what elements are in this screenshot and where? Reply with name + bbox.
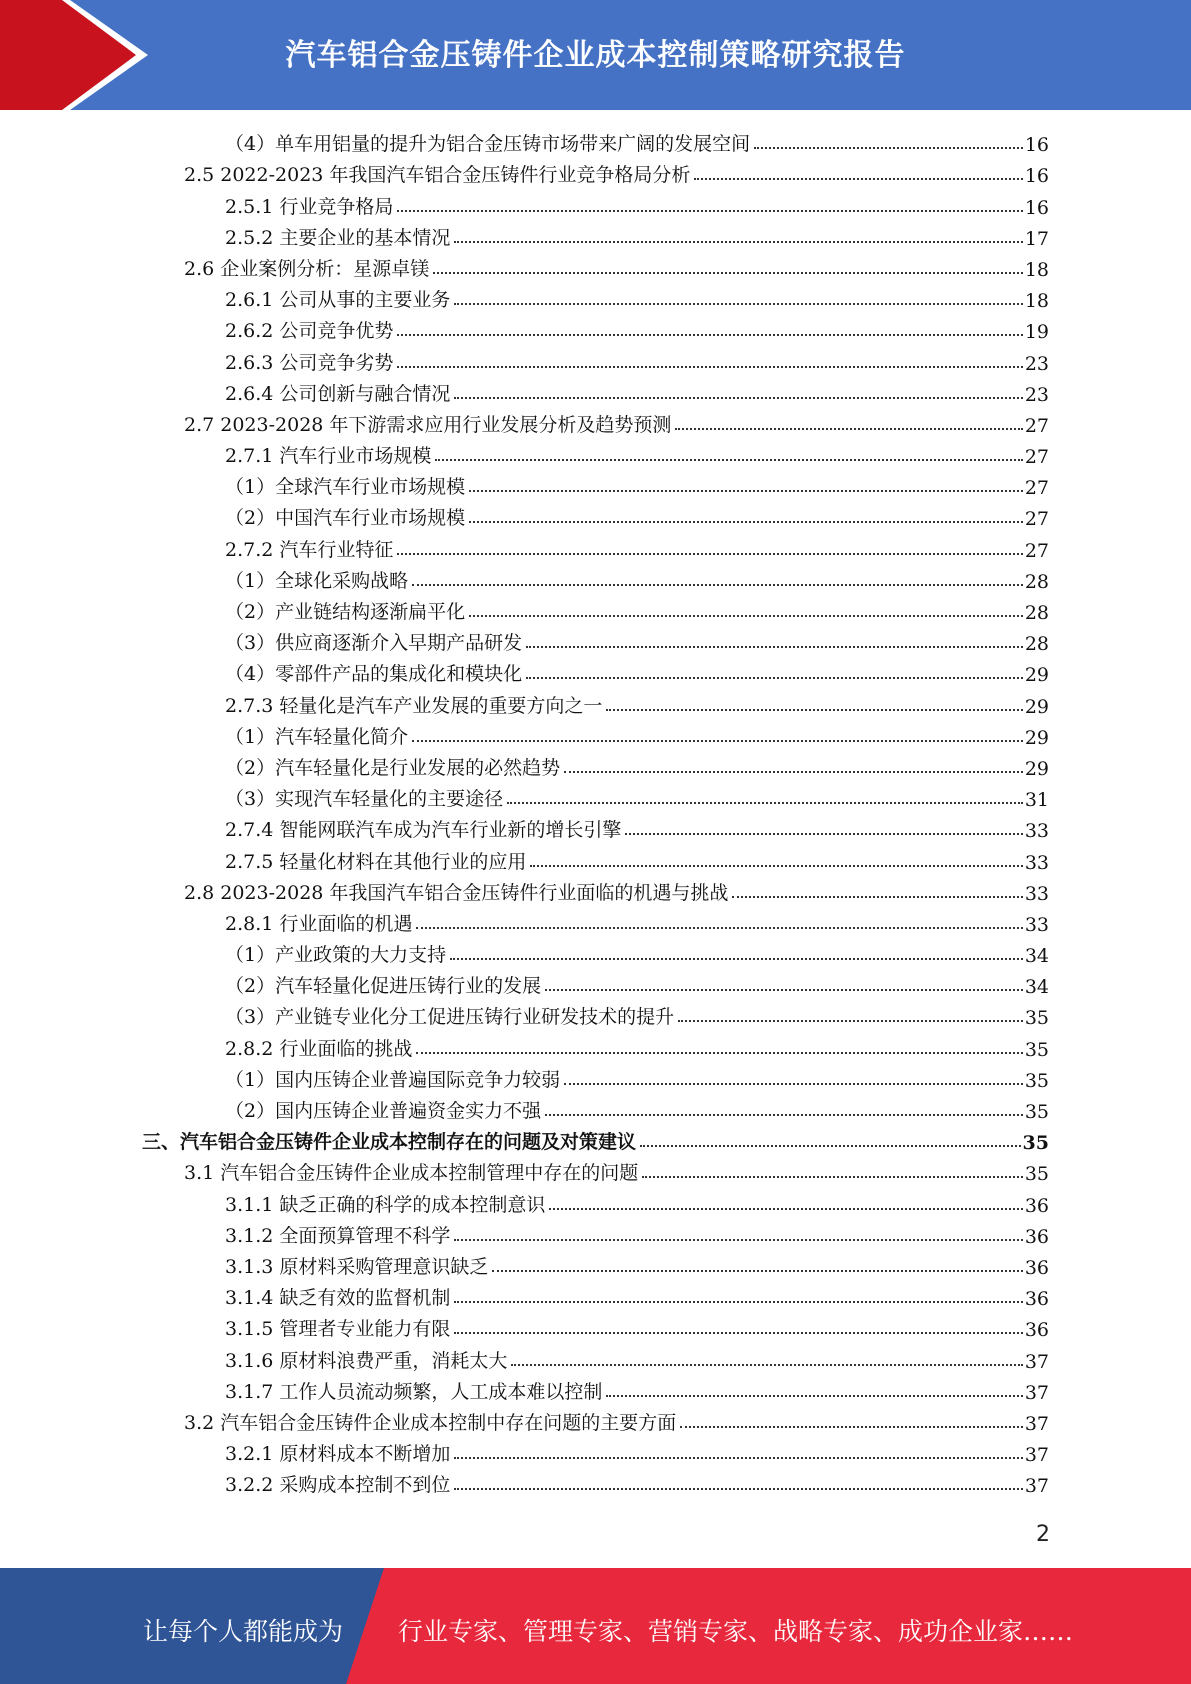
- toc-entry[interactable]: [0, 593, 1049, 624]
- toc-entry-title: 3.1.4 缺乏有效的监督机制: [225, 1287, 451, 1310]
- toc-entry-page: 28: [1024, 570, 1049, 593]
- toc-entry-page: 36: [1024, 1225, 1049, 1248]
- toc-entry-page: 34: [1024, 945, 1049, 968]
- toc-leader-dots: [412, 584, 1023, 586]
- toc-entry-page: 36: [1024, 1194, 1049, 1217]
- toc-entry[interactable]: [0, 343, 1049, 374]
- toc-entry-title: （1）产业政策的大力支持: [225, 944, 447, 967]
- toc-leader-dots: [675, 428, 1022, 430]
- toc-leader-dots: [549, 1208, 1022, 1210]
- toc-leader-dots: [469, 521, 1023, 523]
- toc-leader-dots: [564, 1083, 1023, 1085]
- toc-leader-dots: [606, 1395, 1022, 1397]
- toc-entry[interactable]: [0, 780, 1049, 811]
- toc-entry-title: 2.7.5 轻量化材料在其他行业的应用: [225, 850, 527, 873]
- toc-entry-page: 18: [1024, 258, 1049, 281]
- toc-leader-dots: [397, 553, 1022, 555]
- toc-entry-title: 2.6.4 公司创新与融合情况: [225, 382, 451, 405]
- toc-leader-dots: [564, 771, 1023, 773]
- toc-entry-title: 2.6.3 公司竞争劣势: [225, 351, 394, 374]
- toc-entry-page: 37: [1024, 1381, 1049, 1404]
- toc-entry-title: （2）汽车轻量化是行业发展的必然趋势: [225, 756, 561, 779]
- toc-entry-title: （1）汽车轻量化简介: [225, 725, 409, 748]
- toc-leader-dots: [454, 1332, 1022, 1334]
- toc-entry[interactable]: [0, 1466, 1049, 1497]
- toc-leader-dots: [545, 989, 1023, 991]
- toc-leader-dots: [680, 1426, 1023, 1428]
- footer-slogan-right: 行业专家、管理专家、营销专家、战略专家、成功企业家……: [398, 1617, 1074, 1646]
- table-of-contents: [0, 125, 1191, 1497]
- toc-leader-dots: [454, 1301, 1022, 1303]
- toc-leader-dots: [545, 1114, 1023, 1116]
- toc-entry-page: 35: [1024, 1069, 1049, 1092]
- toc-entry-page: 17: [1024, 227, 1049, 250]
- toc-entry-page: 29: [1024, 664, 1049, 687]
- toc-entry-page: 35: [1024, 1163, 1049, 1186]
- toc-leader-dots: [754, 147, 1023, 149]
- toc-entry[interactable]: [0, 1029, 1049, 1060]
- toc-entry-page: 23: [1024, 352, 1049, 375]
- toc-entry-page: 23: [1024, 383, 1049, 406]
- toc-entry[interactable]: [0, 1341, 1049, 1372]
- toc-entry[interactable]: [0, 655, 1049, 686]
- footer-slogan-left: 让每个人都能成为: [143, 1617, 344, 1646]
- toc-entry-title: 3.1.2 全面预算管理不科学: [225, 1224, 451, 1247]
- toc-entry[interactable]: [0, 562, 1049, 593]
- toc-entry-page: 16: [1024, 165, 1049, 188]
- toc-entry-title: 2.7.3 轻量化是汽车产业发展的重要方向之一: [225, 694, 603, 717]
- toc-leader-dots: [642, 1176, 1023, 1178]
- toc-entry-title: 2.5.2 主要企业的基本情况: [225, 226, 451, 249]
- toc-leader-dots: [416, 927, 1022, 929]
- toc-entry-page: 34: [1024, 976, 1049, 999]
- toc-entry-page: 29: [1024, 695, 1049, 718]
- toc-entry-title: （1）全球汽车行业市场规模: [225, 476, 466, 499]
- toc-entry[interactable]: [0, 530, 1049, 561]
- toc-leader-dots: [469, 615, 1023, 617]
- toc-leader-dots: [454, 1457, 1022, 1459]
- toc-leader-dots: [526, 677, 1023, 679]
- toc-entry[interactable]: [0, 749, 1049, 780]
- toc-entry[interactable]: [0, 250, 1049, 281]
- toc-entry[interactable]: [0, 842, 1049, 873]
- toc-entry-title: 3.1.3 原材料采购管理意识缺乏: [225, 1255, 489, 1278]
- toc-entry-title: （2）国内压铸企业普遍资金实力不强: [225, 1100, 542, 1122]
- page-number: 2: [1036, 1522, 1050, 1547]
- toc-entry-title: 2.8.1 行业面临的机遇: [225, 912, 413, 935]
- toc-entry[interactable]: [0, 312, 1049, 343]
- toc-leader-dots: [416, 1052, 1022, 1054]
- toc-entry[interactable]: [0, 468, 1049, 499]
- toc-entry-title: 3.1.7 工作人员流动频繁，人工成本难以控制: [225, 1380, 603, 1403]
- toc-entry-page: 27: [1024, 446, 1049, 469]
- toc-entry-page: 33: [1024, 851, 1049, 874]
- toc-entry-title: （2）汽车轻量化促进压铸行业的发展: [225, 975, 542, 998]
- toc-entry-title: 2.8 2023-2028 年我国汽车铝合金压铸件行业面临的机遇与挑战: [184, 881, 729, 904]
- toc-entry[interactable]: [0, 874, 1049, 905]
- toc-entry-page: 31: [1024, 789, 1049, 812]
- toc-entry-title: 2.5 2022-2023 年我国汽车铝合金压铸件行业竞争格局分析: [184, 164, 691, 187]
- toc-entry-page: 29: [1024, 757, 1049, 780]
- toc-entry[interactable]: [0, 1279, 1049, 1310]
- toc-entry-page: 37: [1024, 1475, 1049, 1498]
- toc-entry-title: 3.2.1 原材料成本不断增加: [225, 1443, 451, 1466]
- toc-leader-dots: [412, 740, 1023, 742]
- toc-entry-title: （2）产业链结构逐渐扁平化: [225, 601, 466, 623]
- toc-leader-dots: [454, 397, 1022, 399]
- toc-entry[interactable]: [0, 437, 1049, 468]
- toc-entry[interactable]: [0, 499, 1049, 530]
- toc-entry[interactable]: [0, 1248, 1049, 1279]
- toc-entry-title: 2.6.1 公司从事的主要业务: [225, 289, 451, 312]
- toc-entry-page: 37: [1024, 1350, 1049, 1373]
- toc-entry-page: 27: [1024, 539, 1049, 562]
- toc-entry-page: 27: [1024, 508, 1049, 531]
- toc-entry-title: 2.7.4 智能网联汽车成为汽车行业新的增长引擎: [225, 819, 622, 842]
- toc-entry-page: 18: [1024, 290, 1049, 313]
- toc-entry[interactable]: [0, 998, 1049, 1029]
- toc-entry-title: 2.8.2 行业面临的挑战: [225, 1037, 413, 1060]
- toc-entry[interactable]: [0, 936, 1049, 967]
- toc-entry-title: （4）零部件产品的集成化和模块化: [225, 663, 523, 686]
- toc-entry-title: （1）全球化采购战略: [225, 569, 409, 592]
- toc-entry[interactable]: [0, 1185, 1049, 1216]
- toc-leader-dots: [454, 303, 1022, 305]
- toc-entry-title: 3.1 汽车铝合金压铸件企业成本控制管理中存在的问题: [184, 1162, 639, 1185]
- toc-entry[interactable]: [0, 811, 1049, 842]
- toc-entry-title: （3）产业链专业化分工促进压铸行业研发技术的提升: [225, 1006, 675, 1029]
- toc-entry[interactable]: [0, 967, 1049, 998]
- toc-leader-dots: [433, 272, 1023, 274]
- toc-leader-dots: [732, 896, 1022, 898]
- toc-entry[interactable]: [0, 718, 1049, 749]
- toc-entry[interactable]: [0, 156, 1049, 187]
- toc-entry-title: 3.2 汽车铝合金压铸件企业成本控制中存在问题的主要方面: [184, 1411, 677, 1434]
- toc-leader-dots: [492, 1270, 1022, 1272]
- toc-entry-title: （4）单车用铝量的提升为铝合金压铸市场带来广阔的发展空间: [225, 133, 751, 156]
- toc-entry-page: 35: [1022, 1132, 1049, 1155]
- toc-entry-title: 三、汽车铝合金压铸件企业成本控制存在的问题及对策建议: [142, 1131, 637, 1154]
- toc-entry-page: 37: [1024, 1412, 1049, 1435]
- toc-entry-title: 2.5.1 行业竞争格局: [225, 195, 394, 218]
- toc-entry[interactable]: [0, 1373, 1049, 1404]
- toc-entry-page: 27: [1024, 477, 1049, 500]
- toc-entry-page: 19: [1024, 321, 1049, 344]
- page-footer: [0, 1568, 1191, 1684]
- toc-entry[interactable]: [0, 1061, 1049, 1092]
- toc-entry[interactable]: [0, 686, 1049, 717]
- toc-leader-dots: [397, 366, 1022, 368]
- toc-entry[interactable]: [0, 1310, 1049, 1341]
- toc-entry[interactable]: [0, 905, 1049, 936]
- toc-leader-dots: [507, 802, 1023, 804]
- toc-entry-page: 36: [1024, 1319, 1049, 1342]
- toc-entry[interactable]: [0, 1404, 1049, 1435]
- toc-entry-page: 35: [1024, 1038, 1049, 1061]
- toc-entry[interactable]: [0, 406, 1049, 437]
- toc-entry[interactable]: [0, 375, 1049, 406]
- toc-entry[interactable]: [0, 1217, 1049, 1248]
- toc-entry-page: 16: [1024, 196, 1049, 219]
- toc-entry-title: 2.6 企业案例分析：星源卓镁: [184, 257, 430, 280]
- toc-entry-title: 3.2.2 采购成本控制不到位: [225, 1474, 451, 1497]
- toc-entry-page: 27: [1024, 414, 1049, 437]
- toc-leader-dots: [450, 958, 1023, 960]
- toc-entry[interactable]: [0, 219, 1049, 250]
- toc-leader-dots: [625, 833, 1022, 835]
- toc-entry-page: 33: [1024, 913, 1049, 936]
- toc-entry-page: 36: [1024, 1256, 1049, 1279]
- toc-leader-dots: [694, 178, 1022, 180]
- toc-entry[interactable]: [0, 1123, 1049, 1154]
- toc-entry-page: 37: [1024, 1444, 1049, 1467]
- toc-leader-dots: [606, 709, 1022, 711]
- toc-entry-page: 36: [1024, 1288, 1049, 1311]
- toc-entry-title: 2.6.2 公司竞争优势: [225, 320, 394, 343]
- toc-leader-dots: [397, 210, 1022, 212]
- toc-entry-title: （3）供应商逐渐介入早期产品研发: [225, 632, 523, 655]
- toc-entry-page: 33: [1024, 882, 1049, 905]
- toc-entry-title: 2.7.2 汽车行业特征: [225, 538, 394, 561]
- toc-entry-title: 3.1.1 缺乏正确的科学的成本控制意识: [225, 1193, 546, 1216]
- toc-leader-dots: [397, 334, 1022, 336]
- toc-entry-page: 29: [1024, 726, 1049, 749]
- toc-entry-title: 3.1.5 管理者专业能力有限: [225, 1318, 451, 1341]
- document-title: 汽车铝合金压铸件企业成本控制策略研究报告: [285, 38, 906, 73]
- toc-entry[interactable]: [0, 1154, 1049, 1185]
- toc-entry-page: 35: [1024, 1101, 1049, 1123]
- toc-entry-title: 3.1.6 原材料浪费严重，消耗太大: [225, 1349, 508, 1372]
- toc-leader-dots: [469, 490, 1023, 492]
- toc-leader-dots: [454, 241, 1022, 243]
- toc-entry[interactable]: [0, 624, 1049, 655]
- toc-entry-title: （3）实现汽车轻量化的主要途径: [225, 788, 504, 811]
- toc-leader-dots: [511, 1364, 1022, 1366]
- toc-entry-title: 2.7 2023-2028 年下游需求应用行业发展分析及趋势预测: [184, 413, 672, 436]
- toc-leader-dots: [454, 1239, 1022, 1241]
- toc-leader-dots: [435, 459, 1022, 461]
- toc-entry-title: （1）国内压铸企业普遍国际竞争力较弱: [225, 1068, 561, 1091]
- toc-entry[interactable]: [0, 187, 1049, 218]
- toc-leader-dots: [530, 865, 1022, 867]
- page-header: [0, 0, 1191, 110]
- toc-entry[interactable]: [0, 1435, 1049, 1466]
- toc-entry-title: （2）中国汽车行业市场规模: [225, 507, 466, 530]
- toc-entry-page: 28: [1024, 633, 1049, 656]
- toc-entry-page: 33: [1024, 820, 1049, 843]
- toc-entry[interactable]: [0, 281, 1049, 312]
- toc-entry[interactable]: [0, 125, 1049, 156]
- toc-entry-page: 28: [1024, 602, 1049, 624]
- toc-leader-dots: [454, 1488, 1022, 1490]
- toc-leader-dots: [678, 1020, 1023, 1022]
- toc-entry[interactable]: [0, 1092, 1049, 1123]
- toc-entry-title: 2.7.1 汽车行业市场规模: [225, 445, 432, 468]
- toc-leader-dots: [526, 646, 1023, 648]
- toc-entry-page: 35: [1024, 1007, 1049, 1030]
- toc-leader-dots: [640, 1145, 1021, 1147]
- toc-entry-page: 16: [1024, 134, 1049, 157]
